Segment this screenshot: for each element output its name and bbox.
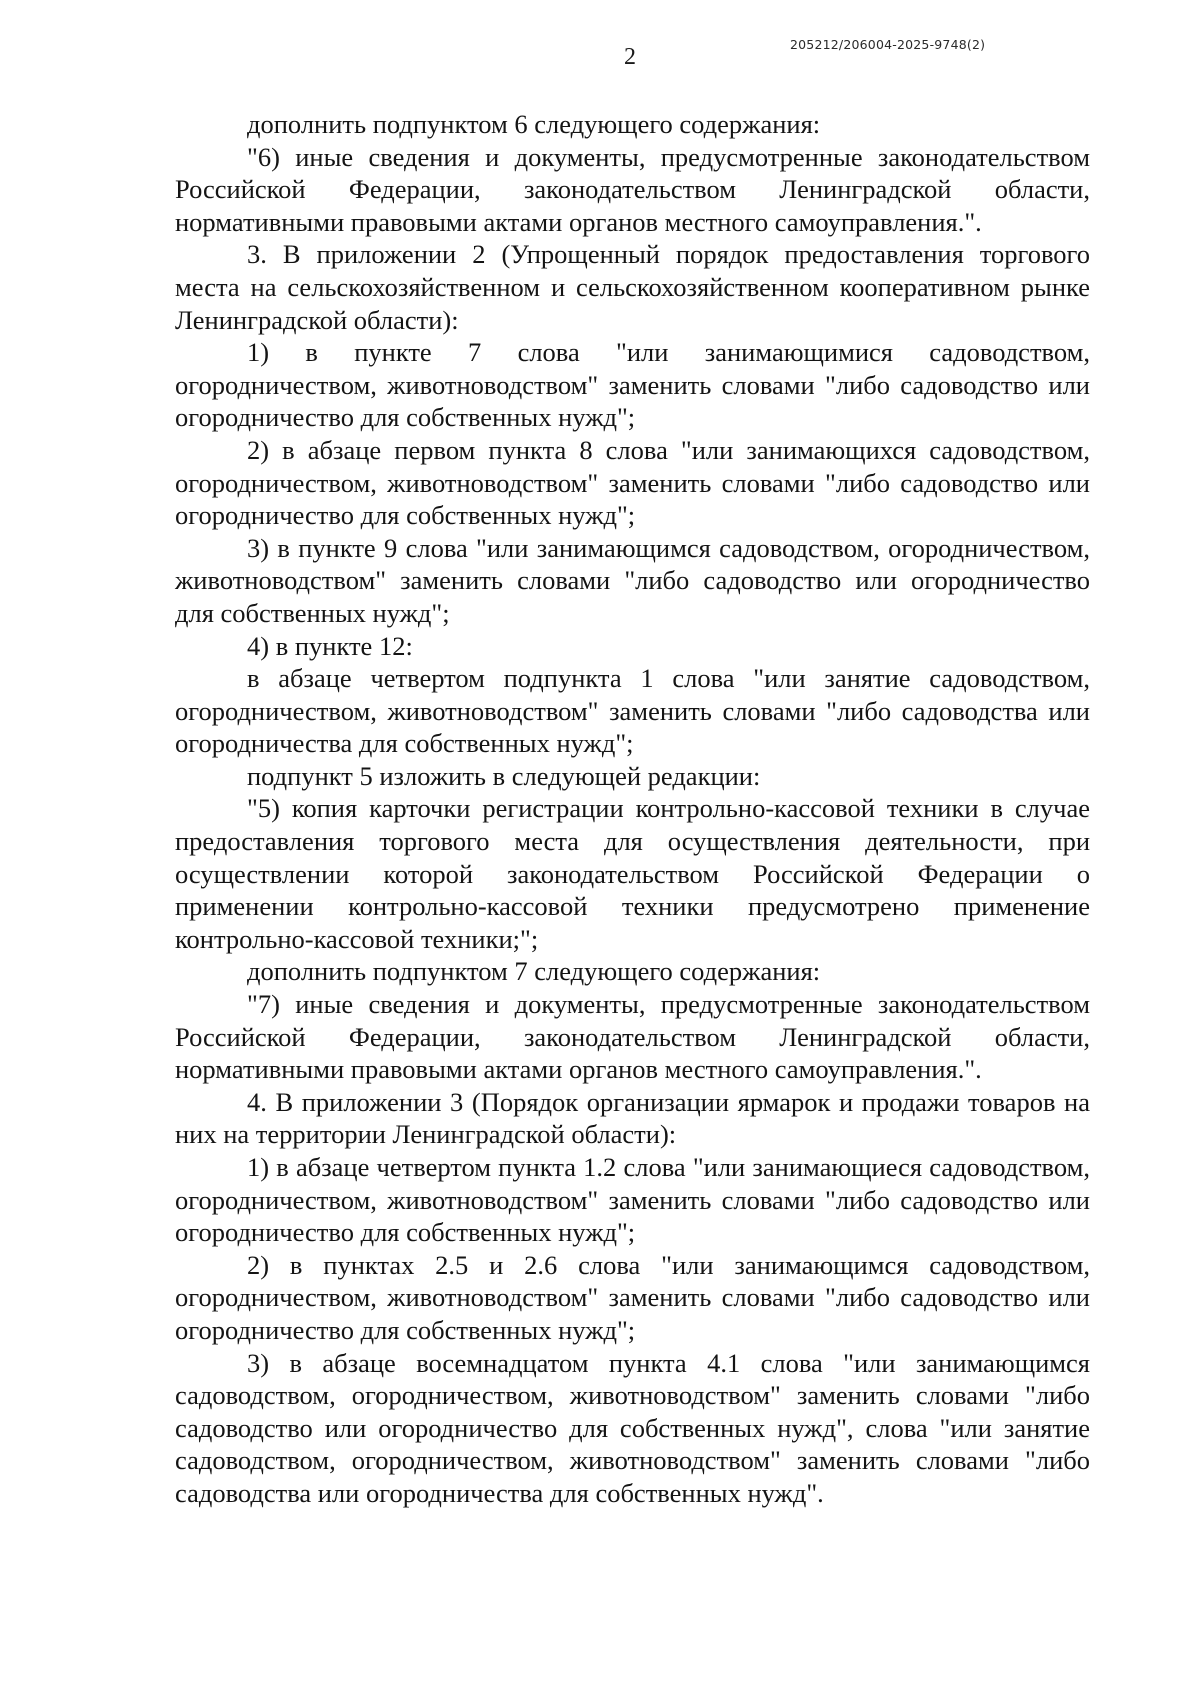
paragraph: 2) в пунктах 2.5 и 2.6 слова "или занимающимся садоводством, огородничеством, животноводством" заменить словами "либо садоводство или огородничество для собственных нужд"; (175, 1249, 1090, 1345)
paragraph: 4) в пункте 12: (247, 630, 413, 661)
paragraph: "5) копия карточки регистрации контрольно-кассовой техники в случае предоставления торгового места для осуществления деятельности, при осуществлении которой законодательством Российской Федерации о применении контрольно-кассовой техники предусмотрено применение контрольно-кассовой техники;"; (175, 793, 1090, 954)
document-body (175, 108, 1090, 1510)
paragraph: "7) иные сведения и документы, предусмотренные законодательством Российской Федерации, законодательством Ленинградской области, нормативными правовыми актами органов местного самоуправления.". (175, 989, 1090, 1085)
paragraph: 1) в пункте 7 слова "или занимающимися садоводством, огородничеством, животноводством" заменить словами "либо садоводство или огородничество для собственных нужд"; (175, 337, 1090, 433)
paragraph: 3) в пункте 9 слова "или занимающимся садоводством, огородничеством, животноводством" заменить словами "либо садоводство или огородничество для собственных нужд"; (175, 532, 1090, 628)
document-registration-number: 205212/206004-2025-9748(2) (790, 37, 986, 52)
page-number: 2 (624, 44, 636, 70)
paragraph: в абзаце четвертом подпункта 1 слова "или занятие садоводством, огородничеством, животноводством" заменить словами "либо садоводства или огородничества для собственных нужд"; (175, 663, 1090, 759)
paragraph: подпункт 5 изложить в следующей редакции: (247, 760, 761, 791)
paragraph: дополнить подпунктом 6 следующего содержания: (247, 109, 821, 139)
paragraph: дополнить подпунктом 7 следующего содержания: (247, 956, 821, 987)
paragraph: 3) в абзаце восемнадцатом пункта 4.1 слова "или занимающимся садоводством, огородничеством, животноводством" заменить словами "либо садоводство или огородничество для собственных нужд", слова "или занятие садоводством, огородничеством, животноводством" заменить словами "либо садоводства или огородничества для собственных нужд". (175, 1347, 1090, 1508)
paragraph: "6) иные сведения и документы, предусмотренные законодательством Российской Федерации, законодательством Ленинградской области, нормативными правовыми актами органов местного самоуправления.". (175, 141, 1090, 237)
paragraph: 2) в абзаце первом пункта 8 слова "или занимающихся садоводством, огородничеством, животноводством" заменить словами "либо садоводство или огородничество для собственных нужд"; (175, 434, 1090, 531)
paragraph: 4. В приложении 3 (Порядок организации ярмарок и продажи товаров на них на территории Ленинградской области): (175, 1086, 1090, 1150)
paragraph: 1) в абзаце четвертом пункта 1.2 слова "или занимающиеся садоводством, огородничеством, животноводством" заменить словами "либо садоводство или огородничество для собственных нужд"; (175, 1152, 1090, 1248)
paragraph: 3. В приложении 2 (Упрощенный порядок предоставления торгового места на сельскохозяйственном и сельскохозяйственном кооперативном рынке Ленинградской области): (175, 239, 1090, 335)
